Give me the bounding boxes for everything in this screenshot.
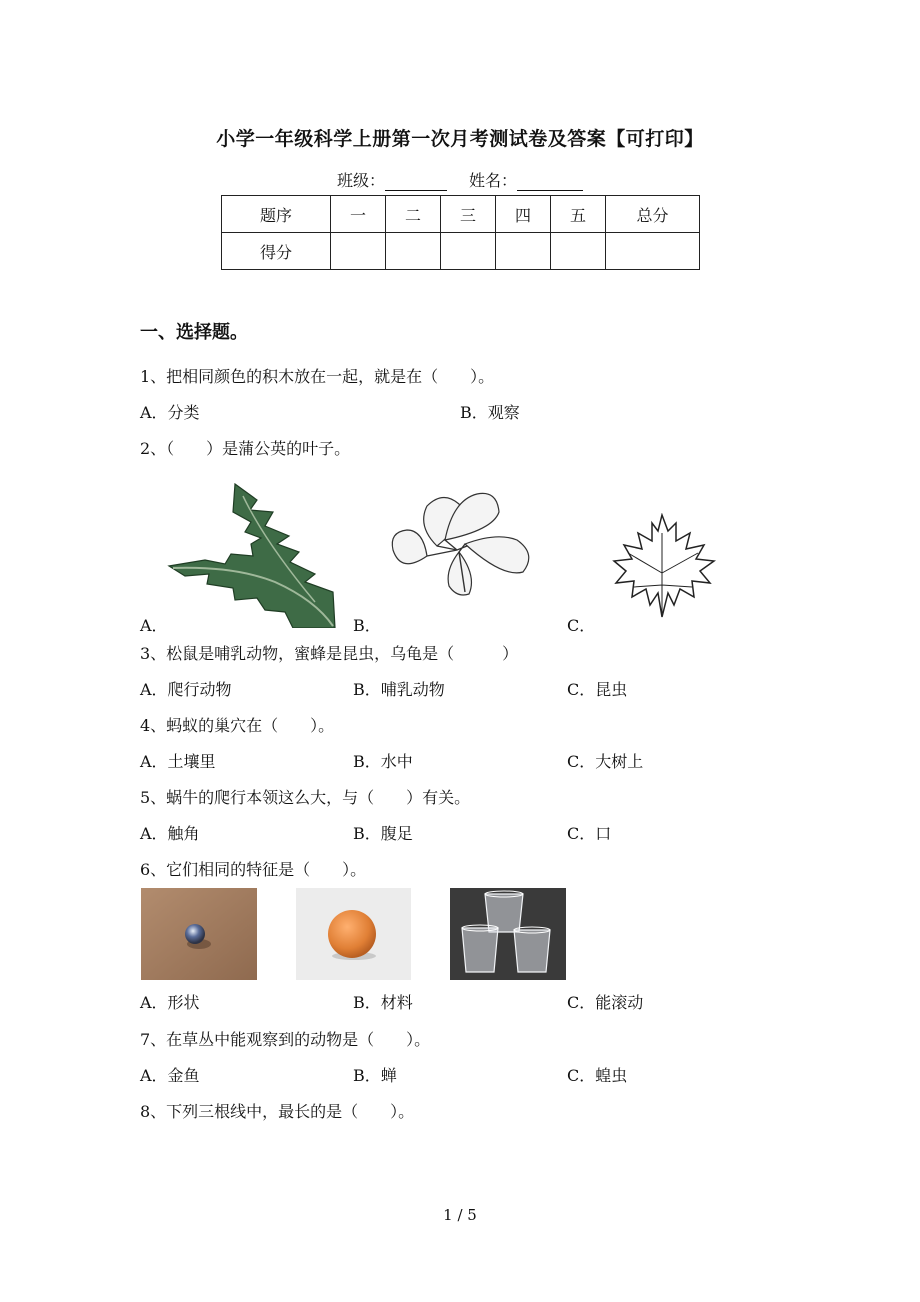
- score-cell[interactable]: [331, 233, 386, 270]
- table-row: [222, 196, 700, 233]
- table-cell: 题序: [222, 196, 331, 233]
- question-stem: 6、它们相同的特征是（ ）。: [140, 860, 367, 879]
- table-cell: 四: [496, 196, 551, 233]
- option-b[interactable]: B．: [353, 616, 381, 635]
- class-blank[interactable]: [385, 174, 447, 191]
- table-cell: 五: [551, 196, 606, 233]
- name-label: 姓名：: [469, 171, 518, 190]
- table-cell: 一: [331, 196, 386, 233]
- table-cell: 总分: [606, 196, 700, 233]
- name-blank[interactable]: [517, 174, 583, 191]
- option-c[interactable]: C．昆虫: [567, 680, 628, 699]
- option-a[interactable]: A．金鱼: [140, 1066, 200, 1085]
- question-stem: 4、蚂蚁的巢穴在（ ）。: [140, 716, 335, 735]
- question-stem: 8、下列三根线中，最长的是（ ）。: [140, 1102, 415, 1121]
- score-cell[interactable]: [441, 233, 496, 270]
- option-c[interactable]: C．大树上: [567, 752, 644, 771]
- question-stem: 5、蜗牛的爬行本领这么大，与（ ）有关。: [140, 788, 471, 807]
- table-cell: 二: [386, 196, 441, 233]
- student-info: [0, 168, 920, 191]
- option-c[interactable]: C．口: [567, 824, 612, 843]
- option-c[interactable]: C．能滚动: [567, 993, 644, 1012]
- option-a[interactable]: A．形状: [140, 993, 200, 1012]
- page-number: 1 / 5: [443, 1206, 477, 1224]
- dandelion-leaf-image: [165, 482, 340, 628]
- page-title: 小学一年级科学上册第一次月考测试卷及答案【可打印】: [216, 128, 704, 150]
- question-stem: 3、松鼠是哺乳动物，蜜蜂是昆虫，乌龟是（ ）: [140, 644, 519, 663]
- question-stem: 2、（ ）是蒲公英的叶子。: [140, 439, 351, 458]
- glass-marble-image: [141, 888, 257, 980]
- orange-ball-image: [296, 888, 411, 980]
- option-b[interactable]: B．腹足: [353, 824, 413, 843]
- option-c[interactable]: C．蝗虫: [567, 1066, 628, 1085]
- option-b[interactable]: B．蝉: [353, 1066, 397, 1085]
- option-a[interactable]: A．触角: [140, 824, 200, 843]
- question-stem: 7、在草丛中能观察到的动物是（ ）。: [140, 1030, 431, 1049]
- table-cell: 三: [441, 196, 496, 233]
- table-cell: 得分: [222, 233, 331, 270]
- score-table: [221, 195, 700, 270]
- option-a[interactable]: A．爬行动物: [140, 680, 232, 699]
- section-heading: 一、选择题。: [140, 322, 248, 343]
- score-cell[interactable]: [606, 233, 700, 270]
- ginkgo-leaf-image: [387, 486, 539, 598]
- option-b[interactable]: B．观察: [460, 403, 520, 422]
- table-row: [222, 233, 700, 270]
- question-stem: 1、把相同颜色的积木放在一起，就是在（ ）。: [140, 367, 495, 386]
- option-a[interactable]: A．分类: [140, 403, 200, 422]
- option-b[interactable]: B．材料: [353, 993, 413, 1012]
- score-cell[interactable]: [496, 233, 551, 270]
- option-b[interactable]: B．哺乳动物: [353, 680, 445, 699]
- option-c[interactable]: C．: [567, 616, 596, 635]
- class-label: 班级：: [336, 171, 385, 190]
- score-cell[interactable]: [551, 233, 606, 270]
- option-b[interactable]: B．水中: [353, 752, 413, 771]
- option-a[interactable]: A．土壤里: [140, 752, 216, 771]
- score-cell[interactable]: [386, 233, 441, 270]
- maple-leaf-image: [612, 513, 718, 619]
- plastic-cups-image: [450, 888, 566, 980]
- option-a[interactable]: A．: [140, 616, 168, 635]
